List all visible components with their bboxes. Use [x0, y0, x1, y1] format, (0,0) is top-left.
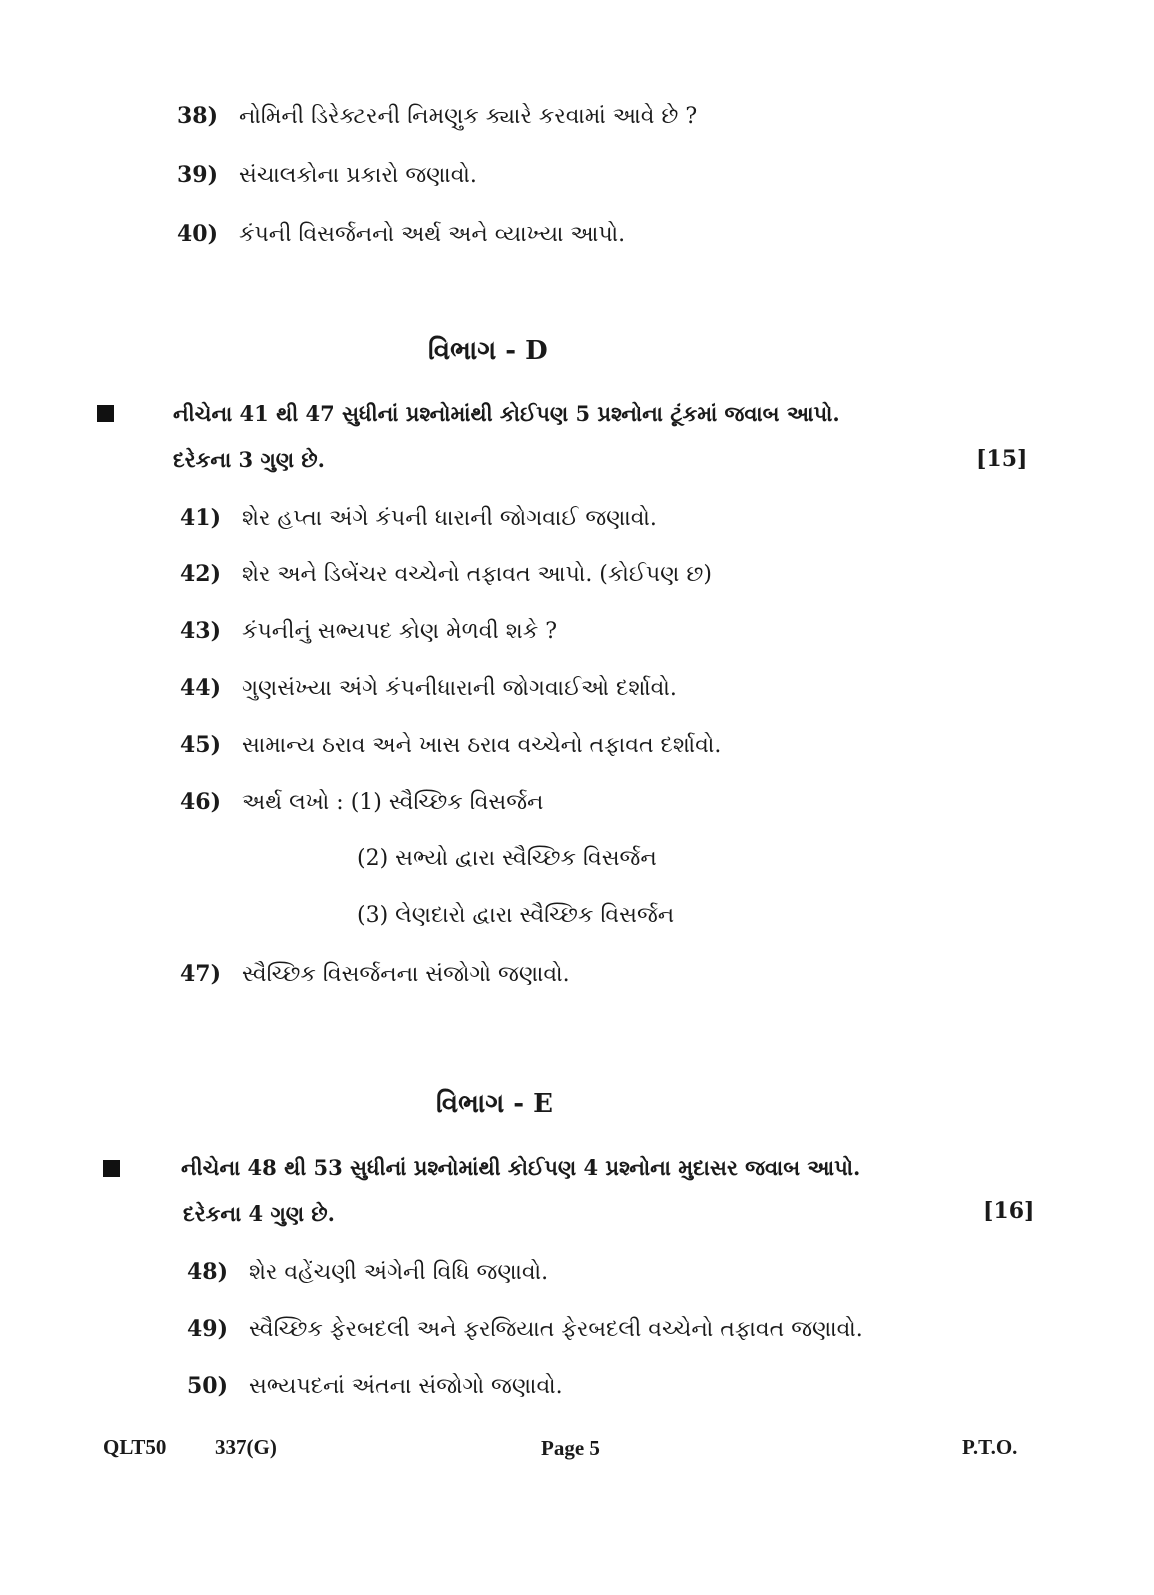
question-49 [187, 1316, 863, 1342]
question-39 [177, 162, 477, 188]
bullet-square-icon [103, 1160, 120, 1177]
section-e-instruction-line1: નીચેના 48 થી 53 સુધીનાં પ્રશ્નોમાંથી કોઈપણ 4 પ્રશ્નોના મુદાસર જવાબ આપો. [181, 1155, 861, 1180]
question-text: અર્થ લખો : (1) સ્વૈચ્છિક વિસર્જન [242, 790, 544, 815]
question-text: શેર વહેંચણી અંગેની વિધિ જણાવો. [249, 1260, 549, 1285]
footer-page-number: Page 5 [541, 1436, 600, 1460]
question-text: સંચાલકોના પ્રકારો જણાવો. [239, 163, 477, 188]
question-number: 46) [180, 789, 222, 815]
question-text: સામાન્ય ઠરાવ અને ખાસ ઠરાવ વચ્ચેનો તફાવત દર્શાવો. [242, 733, 722, 758]
question-number: 38) [177, 103, 219, 129]
section-e-instruction-line2: દરેકના 4 ગુણ છે. [183, 1201, 335, 1226]
question-46-sub-3: (3) લેણદારો દ્વારા સ્વૈચ્છિક વિસર્જન [357, 903, 675, 928]
bullet-square-icon [97, 405, 114, 422]
question-46 [180, 789, 543, 815]
footer-pto: P.T.O. [962, 1435, 1018, 1459]
question-number: 50) [187, 1373, 229, 1399]
question-44 [180, 675, 677, 701]
question-number: 42) [180, 561, 222, 587]
question-text: સ્વૈચ્છિક ફેરબદલી અને ફરજિયાત ફેરબદલી વચ્ચેનો તફાવત જણાવો. [249, 1317, 863, 1342]
question-45 [180, 732, 721, 758]
question-number: 41) [180, 505, 222, 531]
question-40 [177, 221, 625, 247]
question-text: શેર હપ્તા અંગે કંપની ધારાની જોગવાઈ જણાવો. [242, 506, 657, 531]
question-text: સ્વૈચ્છિક વિસર્જનના સંજોગો જણાવો. [242, 962, 570, 987]
question-number: 49) [187, 1316, 229, 1342]
question-text: ગુણસંખ્યા અંગે કંપનીધારાની જોગવાઈઓ દર્શાવો. [242, 676, 677, 701]
question-48 [187, 1259, 548, 1285]
question-text: કંપનીનું સભ્યપદ કોણ મેળવી શકે ? [242, 619, 558, 644]
question-number: 40) [177, 221, 219, 247]
section-d-marks: [15] [976, 446, 1028, 472]
footer-paper-code: 337(G) [215, 1435, 277, 1459]
footer-code: QLT50 [103, 1435, 167, 1459]
question-text: સભ્યપદનાં અંતના સંજોગો જણાવો. [249, 1374, 563, 1399]
question-number: 45) [180, 732, 222, 758]
question-42 [180, 561, 712, 587]
question-number: 43) [180, 618, 222, 644]
question-43 [180, 618, 557, 644]
question-number: 39) [177, 162, 219, 188]
question-text: કંપની વિસર્જનનો અર્થ અને વ્યાખ્યા આપો. [239, 222, 626, 247]
question-number: 44) [180, 675, 222, 701]
question-text: શેર અને ડિબેંચર વચ્ચેનો તફાવત આપો. (કોઈપણ છ) [242, 562, 712, 587]
question-46-sub-2: (2) સભ્યો દ્વારા સ્વૈચ્છિક વિસર્જન [357, 846, 657, 871]
section-e-heading: વિભાગ - E [436, 1089, 553, 1119]
section-e-marks: [16] [983, 1198, 1035, 1224]
question-50 [187, 1373, 563, 1399]
section-d-instruction-line2: દરેકના 3 ગુણ છે. [173, 447, 325, 472]
question-38 [177, 103, 697, 129]
question-number: 47) [180, 961, 222, 987]
section-d-heading: વિભાગ - D [428, 336, 548, 366]
question-47 [180, 961, 570, 987]
question-41 [180, 505, 657, 531]
question-text: નોમિની ડિરેક્ટરની નિમણુક ક્યારે કરવામાં આવે છે ? [239, 104, 698, 129]
question-number: 48) [187, 1259, 229, 1285]
section-d-instruction-line1: નીચેના 41 થી 47 સુધીનાં પ્રશ્નોમાંથી કોઈપણ 5 પ્રશ્નોના ટૂંકમાં જવાબ આપો. [173, 401, 840, 426]
